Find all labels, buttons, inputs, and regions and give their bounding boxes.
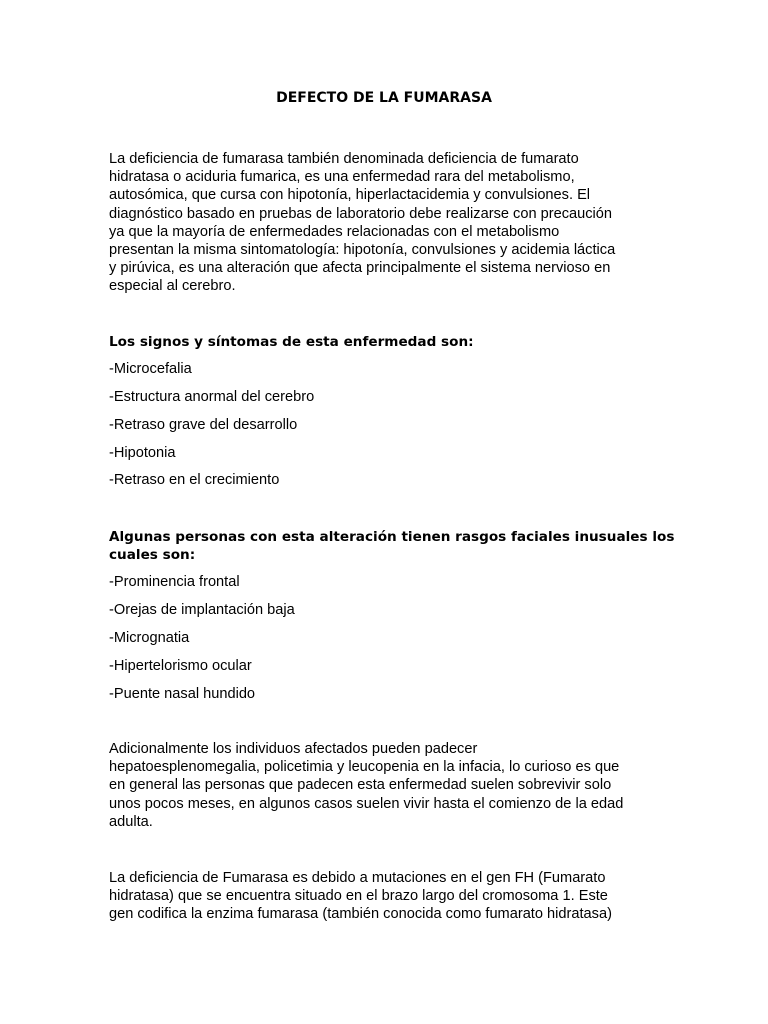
intro-line: La deficiencia de fumarasa también denominada deficiencia de fumarato [109, 151, 579, 167]
list-item: -Orejas de implantación baja [109, 602, 295, 618]
heading-line: cuales son: [109, 547, 196, 564]
symptoms-heading: Los signos y síntomas de esta enfermedad son: [109, 334, 474, 350]
intro-line: y pirúvica, es una alteración que afecta principalmente el sistema nervioso en [109, 260, 611, 277]
paragraph-line: en general las personas que padecen esta enfermedad suelen sobrevivir solo [109, 777, 612, 794]
list-item: -Hipertelorismo ocular [109, 658, 252, 674]
list-item: -Prominencia frontal [109, 574, 240, 590]
intro-line: autosómica, que cursa con hipotonía, hiperlactacidemia y convulsiones. El [109, 187, 591, 204]
intro-line: presentan la misma sintomatología: hipotonía, convulsiones y acidemia láctica [109, 242, 616, 259]
intro-paragraph [109, 150, 669, 296]
facial-features-heading [109, 528, 675, 564]
list-item: -Micrognatia [109, 630, 190, 646]
paragraph-line: hidratasa) que se encuentra situado en el brazo largo del cromosoma 1. Este [109, 888, 608, 905]
paragraph-line: gen codifica la enzima fumarasa (también conocida como fumarato hidratasa) [109, 906, 612, 923]
paragraph-line: hepatoesplenomegalia, policetimia y leucopenia en la infacia, lo curioso es que [109, 759, 620, 776]
paragraph-line: adulta. [109, 813, 153, 830]
list-item: -Retraso en el crecimiento [109, 472, 280, 488]
list-item: -Puente nasal hundido [109, 686, 256, 702]
document-title: DEFECTO DE LA FUMARASA [276, 90, 492, 106]
paragraph-line: La deficiencia de Fumarasa es debido a mutaciones en el gen FH (Fumarato [109, 870, 606, 886]
intro-line: especial al cerebro. [109, 278, 236, 295]
intro-line: diagnóstico basado en pruebas de laboratorio debe realizarse con precaución [109, 205, 613, 222]
list-item: -Estructura anormal del cerebro [109, 389, 315, 405]
paragraph-line: Adicionalmente los individuos afectados pueden padecer [109, 741, 478, 757]
intro-line: ya que la mayoría de enfermedades relacionadas con el metabolismo [109, 223, 560, 240]
list-item: -Retraso grave del desarrollo [109, 417, 298, 433]
additional-paragraph [109, 740, 669, 831]
paragraph-line: unos pocos meses, en algunos casos suelen vivir hasta el comienzo de la edad [109, 795, 624, 812]
intro-line: hidratasa o aciduria fumarica, es una enfermedad rara del metabolismo, [109, 169, 575, 186]
genetics-paragraph [109, 869, 669, 924]
list-item: -Hipotonia [109, 445, 176, 461]
list-item: -Microcefalia [109, 361, 192, 377]
heading-line: Algunas personas con esta alteración tienen rasgos faciales inusuales los [109, 529, 675, 545]
